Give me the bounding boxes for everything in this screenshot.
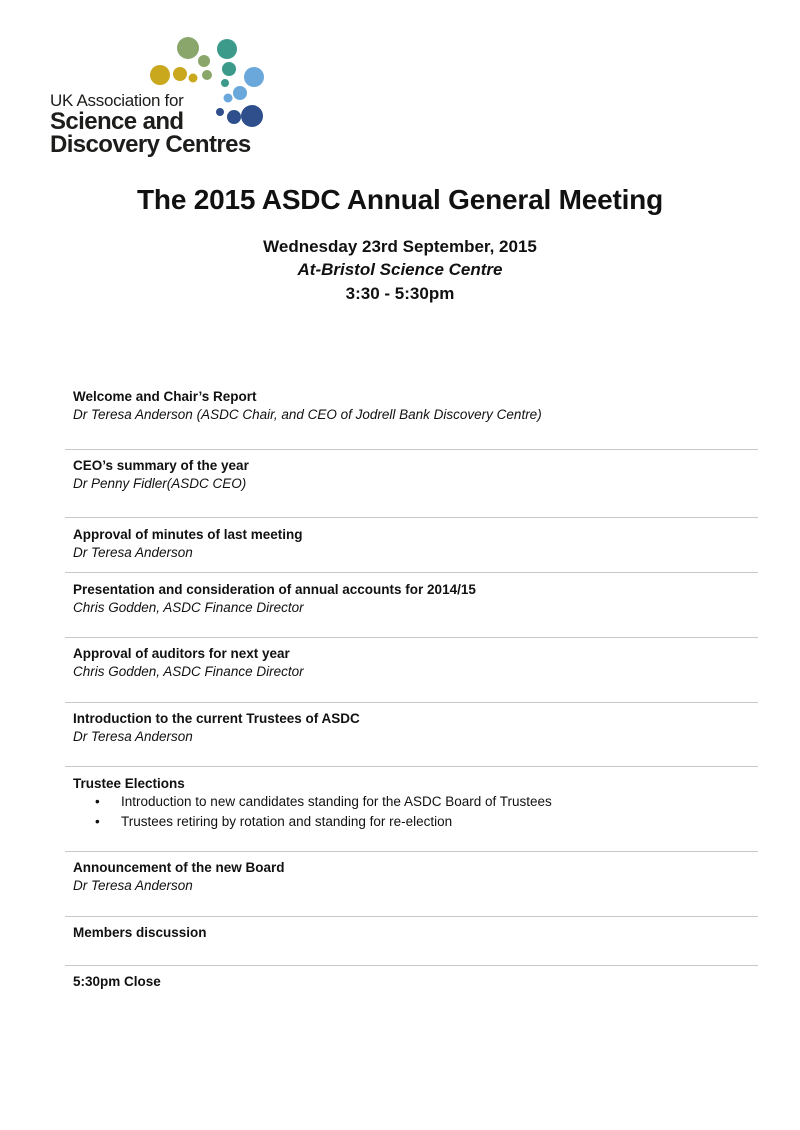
agenda-item-presenter: Chris Godden, ASDC Finance Director [73,664,304,679]
agenda-item-title: Approval of auditors for next year [73,646,290,661]
agenda-item-title: Welcome and Chair’s Report [73,389,257,404]
agenda-item-presenter: Dr Teresa Anderson [73,545,193,560]
agenda-divider [65,449,758,450]
asdc-logo [48,34,278,164]
agenda-item-title: CEO’s summary of the year [73,458,249,473]
logo-line-2: Science and [50,108,184,135]
meeting-time: 3:30 - 5:30pm [345,284,455,303]
page-title: The 2015 ASDC Annual General Meeting [137,184,663,215]
agenda-divider [65,851,758,852]
bullet-icon: • [95,794,100,809]
agenda-item-presenter: Dr Teresa Anderson (ASDC Chair, and CEO of Jodrell Bank Discovery Centre) [73,407,542,422]
agenda-divider [65,766,758,767]
agenda-item-title: Introduction to the current Trustees of ASDC [73,711,360,726]
agenda-bullet-text: Introduction to new candidates standing for the ASDC Board of Trustees [121,794,552,809]
agenda-divider [65,517,758,518]
agenda-bullet-text: Trustees retiring by rotation and standing for re-election [121,814,453,829]
bullet-icon: • [95,814,100,829]
agenda-item-title: Approval of minutes of last meeting [73,527,303,542]
meeting-venue: At-Bristol Science Centre [297,260,503,279]
agenda-item-presenter: Dr Teresa Anderson [73,729,193,744]
agenda-item-title: Trustee Elections [73,776,185,791]
logo-wordmark [50,92,251,156]
agenda-divider [65,965,758,966]
agenda-divider [65,637,758,638]
logo-line-1: UK Association for [50,91,184,110]
agenda-divider [65,572,758,573]
agenda-item-title: Announcement of the new Board [73,860,285,875]
agenda-item-title: Members discussion [73,925,207,940]
agenda-divider [65,916,758,917]
agenda-item-presenter: Dr Teresa Anderson [73,878,193,893]
meeting-date: Wednesday 23rd September, 2015 [263,237,537,256]
agenda-item-title: 5:30pm Close [73,974,161,989]
agenda-item-title: Presentation and consideration of annual accounts for 2014/15 [73,582,476,597]
agenda-item-presenter: Chris Godden, ASDC Finance Director [73,600,304,615]
agenda-item-presenter: Dr Penny Fidler(ASDC CEO) [73,476,247,491]
logo-line-3: Discovery Centres [50,131,251,158]
agenda-divider [65,702,758,703]
